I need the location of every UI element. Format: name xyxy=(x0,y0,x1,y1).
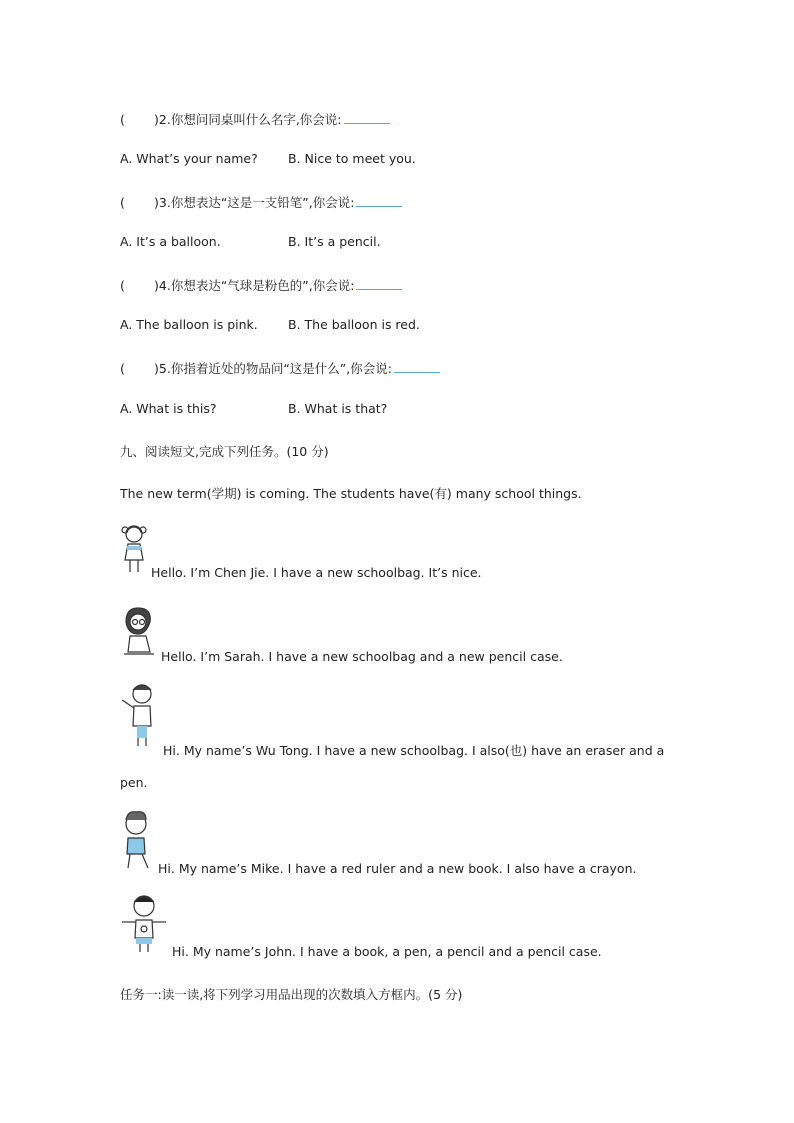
option-a: A. The balloon is pink. xyxy=(120,317,258,332)
girl-sarah-icon xyxy=(118,604,162,662)
passage-wutong-continued: pen. xyxy=(120,775,148,790)
answer-blank[interactable] xyxy=(394,360,440,373)
answer-paren-close: ) xyxy=(154,361,159,376)
option-b: B. The balloon is red. xyxy=(288,317,420,332)
answer-paren-close: ) xyxy=(154,195,159,210)
question-3-options xyxy=(120,234,381,249)
option-b: B. Nice to meet you. xyxy=(288,151,416,166)
question-5 xyxy=(120,359,440,377)
answer-blank[interactable] xyxy=(356,194,402,207)
boy-john-icon xyxy=(118,892,170,958)
question-3 xyxy=(120,193,402,211)
passage-wutong: Hi. My name’s Wu Tong. I have a new schoolbag. I also(也) have an eraser and a xyxy=(163,743,665,758)
passage-john: Hi. My name’s John. I have a book, a pen, a pencil and a pencil case. xyxy=(172,944,602,959)
question-2 xyxy=(120,110,390,128)
answer-paren-open: ( xyxy=(120,278,125,293)
option-b: B. It’s a pencil. xyxy=(288,234,381,249)
section-9-title: 九、阅读短文,完成下列任务。(10 分) xyxy=(120,444,329,459)
question-4 xyxy=(120,276,402,294)
passage-sarah: Hello. I’m Sarah. I have a new schoolbag and a new pencil case. xyxy=(161,649,563,664)
option-a: A. What is this? xyxy=(120,401,217,416)
passage-mike: Hi. My name’s Mike. I have a red ruler and a new book. I also have a crayon. xyxy=(158,861,637,876)
answer-paren-close: ) xyxy=(154,112,159,127)
question-2-options xyxy=(120,151,416,166)
answer-blank[interactable] xyxy=(356,277,402,290)
question-text: 5.你指着近处的物品问“这是什么”,你会说: xyxy=(158,361,392,376)
question-text: 4.你想表达“气球是粉色的”,你会说: xyxy=(158,278,355,293)
task-1-instruction: 任务一:读一读,将下列学习用品出现的次数填入方框内。(5 分) xyxy=(120,987,463,1002)
boy-mike-icon xyxy=(118,808,162,874)
answer-paren-close: ) xyxy=(154,278,159,293)
answer-blank[interactable] xyxy=(344,111,390,124)
option-a: A. What’s your name? xyxy=(120,151,258,166)
question-5-options xyxy=(120,401,388,416)
question-text: 2.你想问同桌叫什么名字,你会说: xyxy=(158,112,342,127)
question-4-options xyxy=(120,317,420,332)
passage-chenjie: Hello. I’m Chen Jie. I have a new schoolbag. It’s nice. xyxy=(151,565,482,580)
option-b: B. What is that? xyxy=(288,401,388,416)
answer-paren-open: ( xyxy=(120,112,125,127)
answer-paren-open: ( xyxy=(120,195,125,210)
section-9-intro: The new term(学期) is coming. The students have(有) many school things. xyxy=(120,486,582,501)
boy-wutong-icon xyxy=(118,680,162,754)
option-a: A. It’s a balloon. xyxy=(120,234,221,249)
answer-paren-open: ( xyxy=(120,361,125,376)
question-text: 3.你想表达“这是一支铅笔”,你会说: xyxy=(158,195,355,210)
